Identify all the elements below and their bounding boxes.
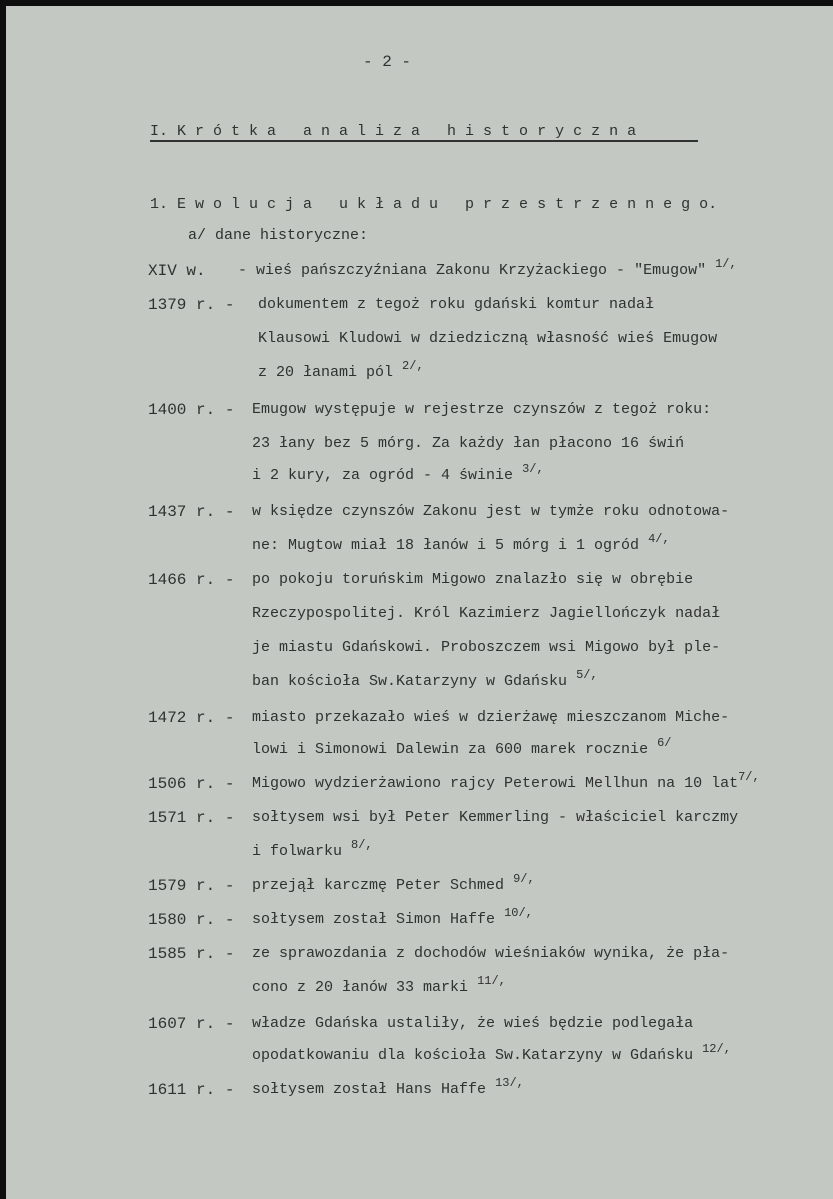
footnote-ref: 1/, — [715, 257, 737, 271]
footnote-ref: 2/, — [402, 359, 424, 373]
entry-date: 1585 r. - — [148, 945, 235, 963]
entry-date: 1472 r. - — [148, 709, 235, 727]
entry-line: Rzeczypospolitej. Król Kazimierz Jagiellończyk nadał — [252, 605, 721, 622]
entry-line: - wieś pańszczyźniana Zakonu Krzyżackiego - "Emugow" $^{1/,}$ — [238, 257, 737, 279]
entry-line: dokumentem z tegoż roku gdański komtur nadał — [258, 296, 655, 313]
entry-line: Migowo wydzierżawiono rajcy Peterowi Mellhun na 10 lat$^{7/,}$ — [252, 770, 760, 792]
entry-line: sołtysem został Hans Haffe $^{13/,}$ — [252, 1076, 524, 1098]
footnote-ref: 9/, — [513, 872, 535, 886]
entry-line: przejął karczmę Peter Schmed $^{9/,}$ — [252, 872, 535, 894]
footnote-ref: 8/, — [351, 838, 373, 852]
subsection-heading: 1. E w o l u c j a u k ł a d u p r z e s t r z e n n e g o. — [150, 196, 718, 213]
footnote-ref: 12/, — [702, 1042, 731, 1056]
entry-line: je miastu Gdańskowi. Proboszczem wsi Migowo był ple- — [252, 639, 721, 656]
document-page — [6, 6, 833, 1199]
entry-line: i folwarku $^{8/,}$ — [252, 838, 373, 860]
entry-line: 23 łany bez 5 mórg. Za każdy łan płacono 16 świń — [252, 435, 685, 452]
subsubsection-label: a/ dane historyczne: — [188, 227, 369, 244]
footnote-ref: 10/, — [504, 906, 533, 920]
footnote-ref: 13/, — [495, 1076, 524, 1090]
entry-line: ze sprawozdania z dochodów wieśniaków wynika, że pła- — [252, 945, 730, 962]
footnote-ref: 11/, — [477, 974, 506, 988]
section-heading: I. K r ó t k a a n a l i z a h i s t o r y c z n a — [150, 123, 637, 140]
entry-line: cono z 20 łanów 33 marki $^{11/,}$ — [252, 974, 506, 996]
entry-date: 1607 r. - — [148, 1015, 235, 1033]
page-number: - 2 - — [363, 53, 412, 71]
entry-line: Emugow występuje w rejestrze czynszów z tegoż roku: — [252, 401, 712, 418]
entry-line: w księdze czynszów Zakonu jest w tymże roku odnotowa- — [252, 503, 730, 520]
entry-date: 1466 r. - — [148, 571, 235, 589]
entry-line: sołtysem wsi był Peter Kemmerling - właściciel karczmy — [252, 809, 739, 826]
entry-line: władze Gdańska ustaliły, że wieś będzie podlegała — [252, 1015, 694, 1032]
footnote-ref: 5/, — [576, 668, 598, 682]
entry-line: opodatkowaniu dla kościoła Sw.Katarzyny w Gdańsku $^{12/,}$ — [252, 1042, 731, 1064]
entry-date: 1580 r. - — [148, 911, 235, 929]
entry-date: 1506 r. - — [148, 775, 235, 793]
entry-date: 1611 r. - — [148, 1081, 235, 1099]
footnote-ref: 4/, — [648, 532, 670, 546]
entry-line: Klausowi Kludowi w dziedziczną własność wieś Emugow — [258, 330, 718, 347]
footnote-ref: 6/ — [657, 736, 672, 750]
entry-date: 1437 r. - — [148, 503, 235, 521]
footnote-ref: 3/, — [522, 462, 544, 476]
entry-line: ban kościoła Sw.Katarzyny w Gdańsku $^{5/,}$ — [252, 668, 598, 690]
entry-date: 1571 r. - — [148, 809, 235, 827]
entry-date: 1579 r. - — [148, 877, 235, 895]
entry-date: 1379 r. - — [148, 296, 235, 314]
entry-line: po pokoju toruńskim Migowo znalazło się w obrębie — [252, 571, 694, 588]
entry-line: sołtysem został Simon Haffe $^{10/,}$ — [252, 906, 533, 928]
entry-line: lowi i Simonowi Dalewin za 600 marek rocznie $^{6/}$ — [252, 736, 672, 758]
entry-date: 1400 r. - — [148, 401, 235, 419]
section-heading-underline — [150, 140, 698, 142]
entry-line: miasto przekazało wieś w dzierżawę mieszczanom Miche- — [252, 709, 730, 726]
entry-line: ne: Mugtow miał 18 łanów i 5 mórg i 1 ogród $^{4/,}$ — [252, 532, 670, 554]
entry-date: XIV w. — [148, 262, 206, 280]
entry-line: z 20 łanami pól $^{2/,}$ — [258, 359, 424, 381]
footnote-ref: 7/, — [738, 770, 760, 784]
entry-line: i 2 kury, za ogród - 4 świnie $^{3/,}$ — [252, 462, 544, 484]
